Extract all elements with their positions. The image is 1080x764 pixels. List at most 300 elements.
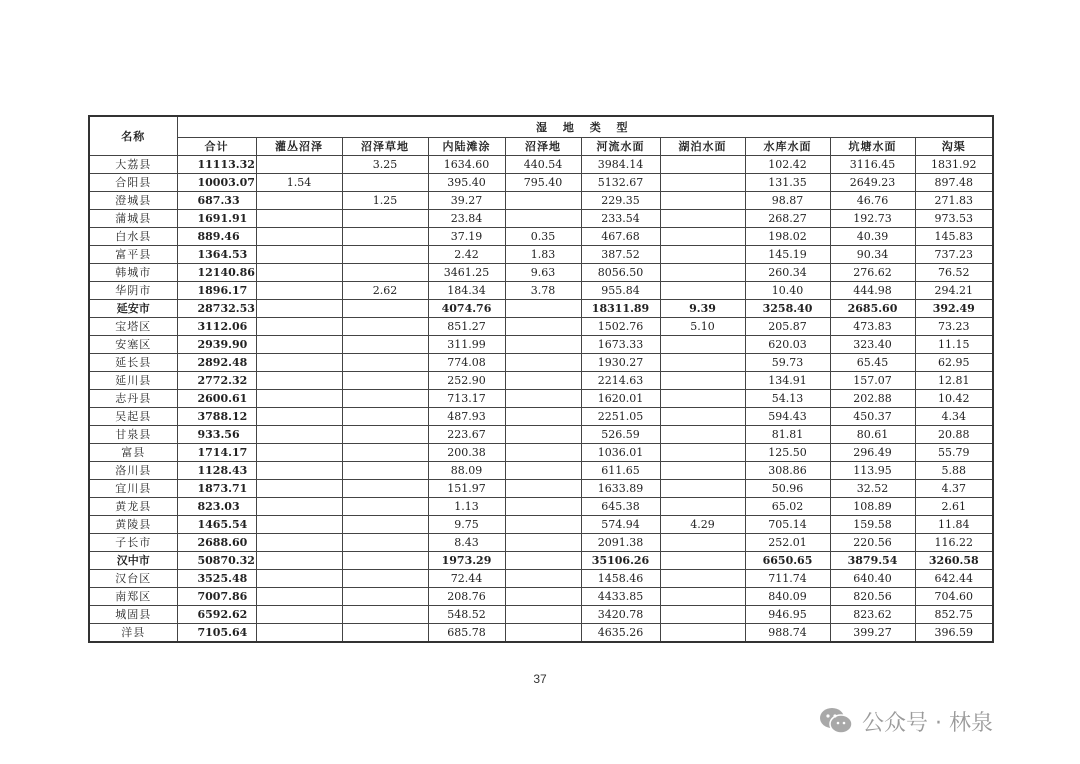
cell-value: 55.79: [915, 444, 993, 462]
cell-value: [660, 624, 745, 643]
cell-value: [256, 264, 342, 282]
cell-value: 3.25: [342, 156, 428, 174]
cell-value: [342, 228, 428, 246]
row-name: 澄城县: [89, 192, 177, 210]
cell-value: [660, 156, 745, 174]
cell-value: 9.63: [505, 264, 581, 282]
cell-value: 40.39: [830, 228, 915, 246]
cell-value: [256, 570, 342, 588]
cell-value: 467.68: [581, 228, 660, 246]
cell-value: 108.89: [830, 498, 915, 516]
table-row: [89, 282, 993, 300]
cell-value: 20.88: [915, 426, 993, 444]
cell-value: 713.17: [428, 390, 505, 408]
table-row: [89, 516, 993, 534]
cell-value: [505, 498, 581, 516]
cell-value: 955.84: [581, 282, 660, 300]
cell-value: 62.95: [915, 354, 993, 372]
table-row: [89, 192, 993, 210]
cell-value: 9.75: [428, 516, 505, 534]
cell-value: 311.99: [428, 336, 505, 354]
cell-value: [505, 336, 581, 354]
table-row: [89, 264, 993, 282]
cell-value: [256, 516, 342, 534]
cell-total: 1873.71: [177, 480, 256, 498]
row-name: 志丹县: [89, 390, 177, 408]
cell-value: [342, 462, 428, 480]
row-name: 南郑区: [89, 588, 177, 606]
cell-total: 50870.32: [177, 552, 256, 570]
cell-value: [342, 174, 428, 192]
col-header: 河流水面: [581, 138, 660, 156]
cell-value: [342, 318, 428, 336]
cell-value: 685.78: [428, 624, 505, 643]
cell-value: [505, 462, 581, 480]
cell-value: 2214.63: [581, 372, 660, 390]
cell-value: 268.27: [745, 210, 830, 228]
cell-value: [660, 444, 745, 462]
cell-value: [256, 192, 342, 210]
cell-total: 28732.53: [177, 300, 256, 318]
cell-value: 705.14: [745, 516, 830, 534]
cell-value: 23.84: [428, 210, 505, 228]
cell-value: 1502.76: [581, 318, 660, 336]
row-name: 宝塔区: [89, 318, 177, 336]
row-name: 安塞区: [89, 336, 177, 354]
cell-value: 4.29: [660, 516, 745, 534]
cell-value: 134.91: [745, 372, 830, 390]
row-name: 吴起县: [89, 408, 177, 426]
wetland-table: [88, 115, 994, 643]
row-name: 华阴市: [89, 282, 177, 300]
cell-value: 184.34: [428, 282, 505, 300]
cell-value: 1.13: [428, 498, 505, 516]
cell-value: [660, 282, 745, 300]
cell-value: 76.52: [915, 264, 993, 282]
cell-value: [256, 390, 342, 408]
cell-value: 1458.46: [581, 570, 660, 588]
cell-value: 4635.26: [581, 624, 660, 643]
cell-value: 2251.05: [581, 408, 660, 426]
cell-value: 399.27: [830, 624, 915, 643]
cell-value: 3879.54: [830, 552, 915, 570]
cell-value: [342, 390, 428, 408]
cell-value: [660, 264, 745, 282]
cell-value: [256, 534, 342, 552]
cell-value: 308.86: [745, 462, 830, 480]
row-name: 白水县: [89, 228, 177, 246]
cell-value: 3116.45: [830, 156, 915, 174]
cell-value: 200.38: [428, 444, 505, 462]
cell-value: [342, 246, 428, 264]
cell-value: [660, 210, 745, 228]
cell-value: 159.58: [830, 516, 915, 534]
cell-value: 8.43: [428, 534, 505, 552]
cell-value: [505, 408, 581, 426]
cell-value: 711.74: [745, 570, 830, 588]
cell-value: 820.56: [830, 588, 915, 606]
cell-value: [505, 192, 581, 210]
cell-value: 202.88: [830, 390, 915, 408]
cell-value: [256, 498, 342, 516]
cell-value: 3420.78: [581, 606, 660, 624]
cell-value: 6650.65: [745, 552, 830, 570]
cell-value: [256, 372, 342, 390]
row-name: 延川县: [89, 372, 177, 390]
cell-value: [505, 624, 581, 643]
col-header: 合计: [177, 138, 256, 156]
cell-total: 933.56: [177, 426, 256, 444]
cell-total: 1364.53: [177, 246, 256, 264]
cell-value: 487.93: [428, 408, 505, 426]
cell-total: 2772.32: [177, 372, 256, 390]
cell-value: [505, 516, 581, 534]
cell-value: 4.37: [915, 480, 993, 498]
cell-value: [256, 480, 342, 498]
cell-value: 116.22: [915, 534, 993, 552]
table-row: [89, 228, 993, 246]
cell-value: 897.48: [915, 174, 993, 192]
cell-value: 10.40: [745, 282, 830, 300]
cell-value: 252.90: [428, 372, 505, 390]
cell-value: [505, 570, 581, 588]
cell-value: [342, 300, 428, 318]
watermark-text: 公众号 · 林泉: [862, 710, 993, 736]
cell-total: 2939.90: [177, 336, 256, 354]
cell-value: [505, 606, 581, 624]
cell-value: [342, 336, 428, 354]
table-row: [89, 336, 993, 354]
cell-value: 1930.27: [581, 354, 660, 372]
cell-value: 59.73: [745, 354, 830, 372]
cell-value: [505, 354, 581, 372]
cell-value: [505, 426, 581, 444]
cell-value: [342, 516, 428, 534]
cell-total: 6592.62: [177, 606, 256, 624]
cell-value: 1633.89: [581, 480, 660, 498]
cell-value: [256, 426, 342, 444]
table-row: [89, 408, 993, 426]
cell-total: 889.46: [177, 228, 256, 246]
cell-total: 2688.60: [177, 534, 256, 552]
row-name: 洛川县: [89, 462, 177, 480]
cell-value: 18311.89: [581, 300, 660, 318]
cell-value: [660, 228, 745, 246]
cell-value: [505, 210, 581, 228]
cell-value: 12.81: [915, 372, 993, 390]
cell-value: 0.35: [505, 228, 581, 246]
cell-total: 12140.86: [177, 264, 256, 282]
cell-value: [505, 534, 581, 552]
cell-value: [256, 606, 342, 624]
cell-total: 7105.64: [177, 624, 256, 643]
row-name: 蒲城县: [89, 210, 177, 228]
cell-value: [256, 624, 342, 643]
cell-value: 11.15: [915, 336, 993, 354]
cell-value: 737.23: [915, 246, 993, 264]
cell-value: 574.94: [581, 516, 660, 534]
cell-value: 260.34: [745, 264, 830, 282]
cell-value: 642.44: [915, 570, 993, 588]
cell-total: 1465.54: [177, 516, 256, 534]
cell-total: 687.33: [177, 192, 256, 210]
row-name: 延长县: [89, 354, 177, 372]
cell-value: 145.83: [915, 228, 993, 246]
cell-value: 102.42: [745, 156, 830, 174]
cell-value: 5.88: [915, 462, 993, 480]
cell-value: [342, 552, 428, 570]
cell-value: 3258.40: [745, 300, 830, 318]
cell-value: 526.59: [581, 426, 660, 444]
cell-value: 594.43: [745, 408, 830, 426]
cell-value: [256, 588, 342, 606]
row-name: 韩城市: [89, 264, 177, 282]
table-row: [89, 354, 993, 372]
cell-value: 88.09: [428, 462, 505, 480]
table-row: [89, 462, 993, 480]
row-name: 黄龙县: [89, 498, 177, 516]
cell-value: 125.50: [745, 444, 830, 462]
cell-value: 294.21: [915, 282, 993, 300]
cell-value: 2.62: [342, 282, 428, 300]
cell-value: 852.75: [915, 606, 993, 624]
cell-total: 3788.12: [177, 408, 256, 426]
cell-value: 392.49: [915, 300, 993, 318]
cell-value: 3461.25: [428, 264, 505, 282]
table-row: [89, 174, 993, 192]
cell-total: 2600.61: [177, 390, 256, 408]
cell-value: 1.54: [256, 174, 342, 192]
cell-value: 473.83: [830, 318, 915, 336]
cell-value: [660, 498, 745, 516]
cell-value: 223.67: [428, 426, 505, 444]
cell-value: 5132.67: [581, 174, 660, 192]
cell-value: [256, 444, 342, 462]
cell-value: [505, 372, 581, 390]
page-number: 37: [533, 672, 547, 686]
table-row: [89, 300, 993, 318]
cell-value: [505, 444, 581, 462]
row-name: 黄陵县: [89, 516, 177, 534]
cell-value: [660, 408, 745, 426]
table-row: [89, 156, 993, 174]
col-header: 坑塘水面: [830, 138, 915, 156]
col-header: 沟渠: [915, 138, 993, 156]
cell-value: [256, 210, 342, 228]
cell-value: [505, 588, 581, 606]
cell-value: 8056.50: [581, 264, 660, 282]
cell-value: [660, 588, 745, 606]
row-name: 甘泉县: [89, 426, 177, 444]
cell-total: 1714.17: [177, 444, 256, 462]
table-row: [89, 318, 993, 336]
cell-value: [342, 570, 428, 588]
cell-value: [660, 570, 745, 588]
cell-value: [342, 372, 428, 390]
table-body: [89, 156, 993, 643]
cell-value: 1620.01: [581, 390, 660, 408]
cell-value: [256, 282, 342, 300]
col-header: 内陆滩涂: [428, 138, 505, 156]
cell-value: 2649.23: [830, 174, 915, 192]
row-name: 大荔县: [89, 156, 177, 174]
row-name: 宜川县: [89, 480, 177, 498]
cell-value: 113.95: [830, 462, 915, 480]
cell-value: 988.74: [745, 624, 830, 643]
cell-value: [660, 174, 745, 192]
cell-value: [342, 588, 428, 606]
cell-value: 145.19: [745, 246, 830, 264]
header-wetland-type: 湿 地 类 型: [177, 116, 993, 138]
cell-value: [342, 606, 428, 624]
row-name: 城固县: [89, 606, 177, 624]
table-row: [89, 426, 993, 444]
cell-value: [342, 480, 428, 498]
cell-value: 1.25: [342, 192, 428, 210]
cell-value: 1.83: [505, 246, 581, 264]
cell-value: 1673.33: [581, 336, 660, 354]
cell-value: 395.40: [428, 174, 505, 192]
cell-value: 50.96: [745, 480, 830, 498]
cell-value: 2091.38: [581, 534, 660, 552]
table-row: [89, 552, 993, 570]
col-header: 水库水面: [745, 138, 830, 156]
table-row: [89, 480, 993, 498]
cell-value: 11.84: [915, 516, 993, 534]
cell-value: 37.19: [428, 228, 505, 246]
cell-value: 220.56: [830, 534, 915, 552]
cell-value: [342, 264, 428, 282]
cell-value: [342, 354, 428, 372]
cell-value: 98.87: [745, 192, 830, 210]
cell-value: 229.35: [581, 192, 660, 210]
cell-total: 1896.17: [177, 282, 256, 300]
wechat-icon: [818, 706, 854, 736]
cell-value: 444.98: [830, 282, 915, 300]
table-row: [89, 372, 993, 390]
cell-total: 2892.48: [177, 354, 256, 372]
cell-value: [342, 498, 428, 516]
cell-value: 151.97: [428, 480, 505, 498]
cell-value: 2.61: [915, 498, 993, 516]
cell-total: 1691.91: [177, 210, 256, 228]
cell-value: 157.07: [830, 372, 915, 390]
col-header: 湖泊水面: [660, 138, 745, 156]
table-row: [89, 444, 993, 462]
cell-value: [505, 318, 581, 336]
table-row: [89, 606, 993, 624]
cell-total: 823.03: [177, 498, 256, 516]
cell-total: 3112.06: [177, 318, 256, 336]
cell-value: [342, 534, 428, 552]
row-name: 洋县: [89, 624, 177, 643]
cell-value: [256, 552, 342, 570]
cell-value: [505, 552, 581, 570]
cell-value: 32.52: [830, 480, 915, 498]
cell-value: [342, 624, 428, 643]
cell-value: 440.54: [505, 156, 581, 174]
cell-value: [660, 354, 745, 372]
table-row: [89, 498, 993, 516]
cell-value: 198.02: [745, 228, 830, 246]
cell-value: 208.76: [428, 588, 505, 606]
cell-value: 80.61: [830, 426, 915, 444]
row-name: 延安市: [89, 300, 177, 318]
cell-value: 611.65: [581, 462, 660, 480]
cell-value: 90.34: [830, 246, 915, 264]
cell-value: 1036.01: [581, 444, 660, 462]
row-name: 子长市: [89, 534, 177, 552]
cell-value: 387.52: [581, 246, 660, 264]
row-name: 汉中市: [89, 552, 177, 570]
table-row: [89, 624, 993, 643]
cell-value: 2685.60: [830, 300, 915, 318]
cell-value: 233.54: [581, 210, 660, 228]
cell-value: [660, 372, 745, 390]
cell-value: [505, 300, 581, 318]
cell-value: 1634.60: [428, 156, 505, 174]
cell-value: 548.52: [428, 606, 505, 624]
cell-value: [660, 480, 745, 498]
cell-value: 65.02: [745, 498, 830, 516]
table-row: [89, 534, 993, 552]
row-name: 合阳县: [89, 174, 177, 192]
table-row: [89, 570, 993, 588]
cell-value: 205.87: [745, 318, 830, 336]
cell-value: [505, 480, 581, 498]
cell-value: [256, 318, 342, 336]
cell-value: [342, 444, 428, 462]
cell-value: [660, 246, 745, 264]
cell-value: [660, 534, 745, 552]
cell-total: 10003.07: [177, 174, 256, 192]
cell-value: 1831.92: [915, 156, 993, 174]
cell-value: [256, 300, 342, 318]
cell-value: [505, 390, 581, 408]
cell-value: 73.23: [915, 318, 993, 336]
cell-value: 271.83: [915, 192, 993, 210]
cell-total: 1128.43: [177, 462, 256, 480]
cell-value: 851.27: [428, 318, 505, 336]
cell-value: 973.53: [915, 210, 993, 228]
cell-value: 323.40: [830, 336, 915, 354]
cell-value: [660, 606, 745, 624]
cell-value: 3984.14: [581, 156, 660, 174]
cell-value: 450.37: [830, 408, 915, 426]
cell-value: 35106.26: [581, 552, 660, 570]
table-row: [89, 390, 993, 408]
table-row: [89, 588, 993, 606]
cell-value: 1973.29: [428, 552, 505, 570]
cell-value: [256, 408, 342, 426]
cell-value: 396.59: [915, 624, 993, 643]
col-header: 沼泽草地: [342, 138, 428, 156]
cell-value: [660, 462, 745, 480]
cell-value: [342, 210, 428, 228]
cell-value: 4074.76: [428, 300, 505, 318]
cell-value: 39.27: [428, 192, 505, 210]
cell-value: 54.13: [745, 390, 830, 408]
cell-value: [342, 408, 428, 426]
cell-value: 704.60: [915, 588, 993, 606]
cell-value: 4433.85: [581, 588, 660, 606]
cell-value: [256, 336, 342, 354]
cell-value: 795.40: [505, 174, 581, 192]
cell-value: [660, 192, 745, 210]
table-row: [89, 210, 993, 228]
cell-total: 11113.32: [177, 156, 256, 174]
cell-value: 840.09: [745, 588, 830, 606]
